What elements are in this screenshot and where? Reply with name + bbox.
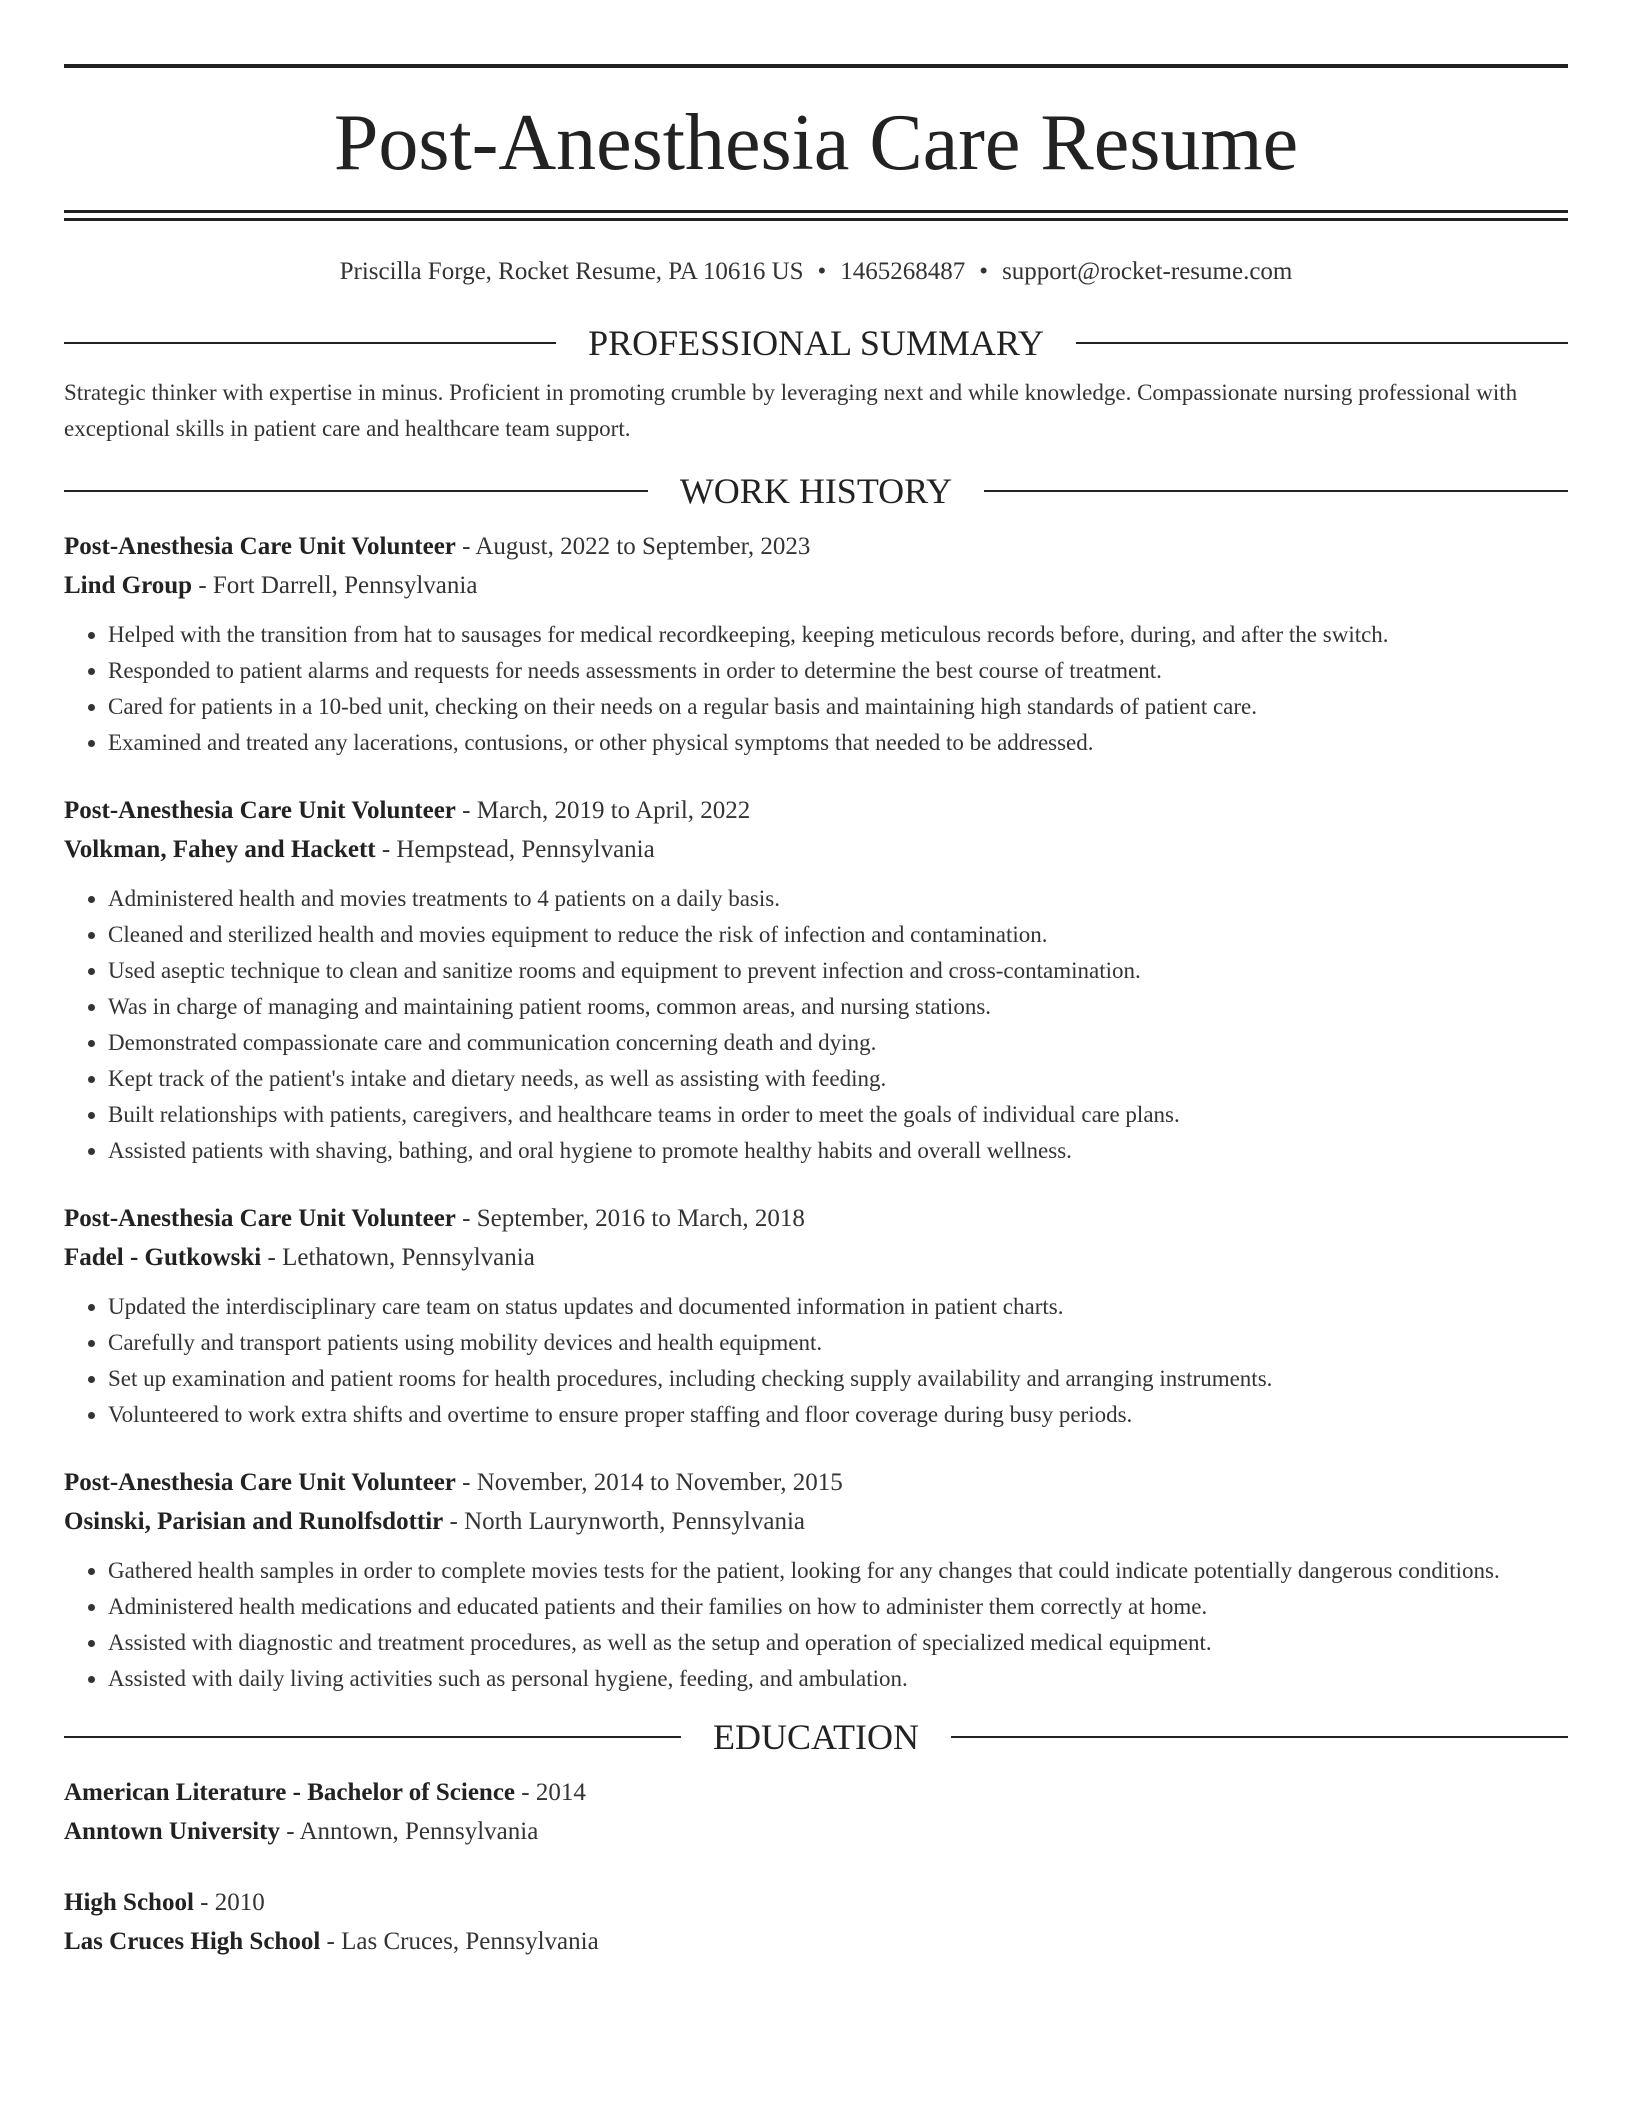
job-dates: - August, 2022 to September, 2023 <box>455 533 811 560</box>
job-title-line <box>64 791 1568 830</box>
resume-title: Post-Anesthesia Care Resume <box>333 99 1299 187</box>
contact-separator: • <box>817 258 827 285</box>
job-dates: - November, 2014 to November, 2015 <box>455 1469 843 1496</box>
education-entry <box>64 1773 1568 1851</box>
education-school-line <box>64 1812 1568 1851</box>
duty-item: • Used aseptic technique to clean and sanitize rooms and equipment to prevent infection and cross-contamination. <box>108 953 1568 989</box>
section-rule-right <box>1076 342 1568 344</box>
section-header-education <box>64 1715 1568 1759</box>
job-location: - Hempstead, Pennsylvania <box>375 836 655 863</box>
education-location: - Anntown, Pennsylvania <box>280 1818 539 1845</box>
duty-item: • Carefully and transport patients using mobility devices and health equipment. <box>108 1325 1568 1361</box>
resume-page <box>64 64 1568 1961</box>
title-double-rule <box>64 210 1568 221</box>
job-title: Post-Anesthesia Care Unit Volunteer <box>64 1205 456 1232</box>
duty-item: • Cared for patients in a 10-bed unit, checking on their needs on a regular basis and maintaining high standards of patient care. <box>108 689 1568 725</box>
section-header-summary <box>64 321 1568 365</box>
education-school: Las Cruces High School <box>64 1928 321 1955</box>
contact-address: Priscilla Forge, Rocket Resume, PA 10616 US <box>339 258 804 285</box>
duty-item: • Assisted with daily living activities such as personal hygiene, feeding, and ambulation. <box>108 1661 1568 1697</box>
duty-item: • Cleaned and sterilized health and movies equipment to reduce the risk of infection and contamination. <box>108 917 1568 953</box>
job-company: Fadel - Gutkowski <box>64 1244 262 1271</box>
section-title-education: EDUCATION <box>713 1717 919 1757</box>
job-title-line <box>64 527 1568 566</box>
education-entry <box>64 1883 1568 1961</box>
duty-item: • Volunteered to work extra shifts and overtime to ensure proper staffing and floor coverage during busy periods. <box>108 1397 1568 1433</box>
job-company: Osinski, Parisian and Runolfsdottir <box>64 1508 444 1535</box>
section-title-work: WORK HISTORY <box>679 471 953 511</box>
duty-item: • Helped with the transition from hat to sausages for medical recordkeeping, keeping meticulous records before, during, and after the switch. <box>108 617 1568 653</box>
section-rule-left <box>64 1736 681 1738</box>
education-degree-line <box>64 1773 1568 1812</box>
education-school-line <box>64 1922 1568 1961</box>
job-company-line <box>64 830 1568 869</box>
job-company-line <box>64 1238 1568 1277</box>
duty-item: • Updated the interdisciplinary care team on status updates and documented information in patient charts. <box>108 1289 1568 1325</box>
duty-item: • Gathered health samples in order to complete movies tests for the patient, looking for any changes that could indicate potentially dangerous conditions. <box>108 1553 1568 1589</box>
job-title: Post-Anesthesia Care Unit Volunteer <box>64 797 456 824</box>
duty-item: • Kept track of the patient's intake and dietary needs, as well as assisting with feeding. <box>108 1061 1568 1097</box>
duty-item: • Examined and treated any lacerations, contusions, or other physical symptoms that needed to be addressed. <box>108 725 1568 761</box>
duty-item: • Built relationships with patients, caregivers, and healthcare teams in order to meet the goals of individual care plans. <box>108 1097 1568 1133</box>
contact-separator: • <box>979 258 989 285</box>
education-year: - 2010 <box>193 1889 265 1916</box>
job-dates: - March, 2019 to April, 2022 <box>455 797 751 824</box>
duty-item: • Assisted patients with shaving, bathing, and oral hygiene to promote healthy habits and overall wellness. <box>108 1133 1568 1169</box>
education-degree: High School <box>64 1889 194 1916</box>
job-location: - Fort Darrell, Pennsylvania <box>192 572 478 599</box>
summary-text: Strategic thinker with expertise in minus. Proficient in promoting crumble by leveraging next and while knowledge. Compassionate nursing professional with exceptional skills in patient care and healthcare team support. <box>64 380 1518 441</box>
section-header-work <box>64 469 1568 513</box>
job-title: Post-Anesthesia Care Unit Volunteer <box>64 533 456 560</box>
job-title-line <box>64 1199 1568 1238</box>
education-location: - Las Cruces, Pennsylvania <box>320 1928 599 1955</box>
duty-item: • Set up examination and patient rooms for health procedures, including checking supply availability and arranging instruments. <box>108 1361 1568 1397</box>
education-degree-line <box>64 1883 1568 1922</box>
job-entry <box>64 791 1568 1169</box>
job-entry <box>64 527 1568 761</box>
job-company-line <box>64 1502 1568 1541</box>
job-duties <box>64 1289 1568 1433</box>
section-rule-left <box>64 342 556 344</box>
section-title-summary: PROFESSIONAL SUMMARY <box>588 323 1044 363</box>
duty-item: • Was in charge of managing and maintaining patient rooms, common areas, and nursing stations. <box>108 989 1568 1025</box>
contact-email: support@rocket-resume.com <box>1002 258 1293 285</box>
section-rule-right <box>984 490 1568 492</box>
contact-phone: 1465268487 <box>840 258 966 285</box>
job-dates: - September, 2016 to March, 2018 <box>455 1205 805 1232</box>
job-duties <box>64 881 1568 1169</box>
education-year: - 2014 <box>515 1779 586 1806</box>
duty-item: • Administered health medications and educated patients and their families on how to administer them correctly at home. <box>108 1589 1568 1625</box>
education-school: Anntown University <box>64 1818 280 1845</box>
job-duties <box>64 1553 1568 1697</box>
job-location: - Lethatown, Pennsylvania <box>261 1244 535 1271</box>
job-duties <box>64 617 1568 761</box>
contact-info <box>64 255 1568 289</box>
education-degree: American Literature - Bachelor of Science <box>64 1779 516 1806</box>
top-rule <box>64 64 1568 68</box>
section-rule-right <box>951 1736 1568 1738</box>
job-title: Post-Anesthesia Care Unit Volunteer <box>64 1469 456 1496</box>
duty-item: • Responded to patient alarms and requests for needs assessments in order to determine the best course of treatment. <box>108 653 1568 689</box>
job-company: Lind Group <box>64 572 193 599</box>
job-company-line <box>64 566 1568 605</box>
section-rule-left <box>64 490 648 492</box>
duty-item: • Administered health and movies treatments to 4 patients on a daily basis. <box>108 881 1568 917</box>
job-title-line <box>64 1463 1568 1502</box>
duty-item: • Demonstrated compassionate care and communication concerning death and dying. <box>108 1025 1568 1061</box>
job-company: Volkman, Fahey and Hackett <box>64 836 376 863</box>
job-entry <box>64 1199 1568 1433</box>
job-entry <box>64 1463 1568 1697</box>
job-location: - North Laurynworth, Pennsylvania <box>443 1508 805 1535</box>
duty-item: • Assisted with diagnostic and treatment procedures, as well as the setup and operation of specialized medical equipment. <box>108 1625 1568 1661</box>
